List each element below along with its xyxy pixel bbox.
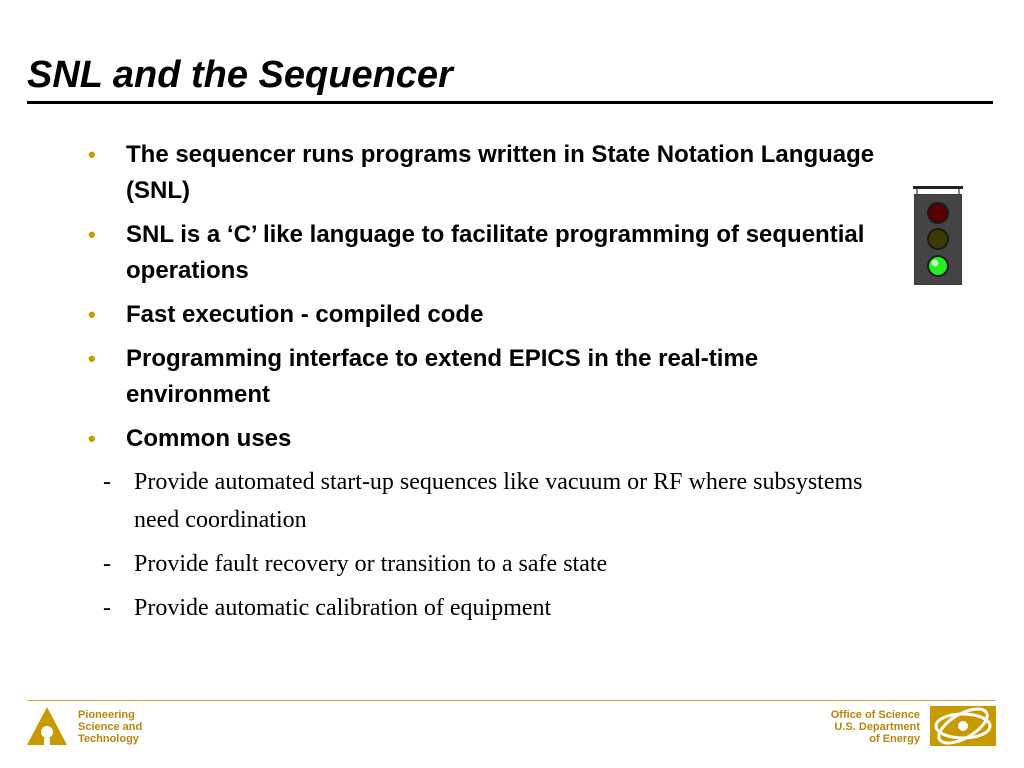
red-lamp-lens [929,204,947,222]
bullet-list [88,137,888,635]
bullet-text: The sequencer runs programs written in State Notation Language (SNL) [126,141,875,204]
dash-marker: - [103,551,111,577]
bullet-item [88,341,888,413]
footer-right-line: Office of Science [830,709,920,721]
bullet-text: SNL is a ‘C’ like language to facilitate programming of sequential operations [126,221,865,284]
footer-right-line: U.S. Department [834,721,920,733]
bullet-text: Fast execution - compiled code [126,301,484,328]
doe-logo-icon [930,706,996,746]
bullet-icon: • [88,142,96,167]
dash-marker: - [103,469,111,495]
sub-bullet-list [103,463,888,627]
sub-bullet-item [88,589,904,627]
sub-bullet-item [88,545,904,583]
bullet-text: Common uses [126,425,292,452]
bullet-item [88,137,888,209]
bullet-item [88,421,888,627]
sub-bullet-text: Provide automatic calibration of equipment [134,595,552,621]
footer-left-line: Science and [78,721,143,733]
dash-marker: - [103,595,111,621]
footer-right-line: of Energy [869,733,920,745]
bullet-icon: • [88,346,96,371]
bullet-icon: • [88,426,96,451]
green-lamp-highlight [932,260,939,267]
green-lamp-lens [929,257,947,275]
argonne-logo-icon [26,706,68,746]
bullet-item [88,217,888,289]
sub-bullet-text: Provide fault recovery or transition to a safe state [134,551,608,577]
yellow-lamp-lens [929,230,947,248]
sub-bullet-item [88,463,904,539]
footer-left-line: Technology [78,733,139,745]
sub-bullet-text: Provide automated start-up sequences like vacuum or RF where subsystems need coordination [134,469,863,533]
bullet-item [88,297,888,333]
bullet-icon: • [88,222,96,247]
title-divider [27,101,993,104]
footer-right-agency [831,709,920,745]
footer-left-tagline [78,709,142,745]
bullet-icon: • [88,302,96,327]
slide-title: SNL and the Sequencer [27,54,453,96]
footer-divider [27,700,995,701]
bullet-text: Programming interface to extend EPICS in the real-time environment [126,345,759,408]
footer-left-line: Pioneering [78,709,135,721]
traffic-light-icon [913,186,963,286]
